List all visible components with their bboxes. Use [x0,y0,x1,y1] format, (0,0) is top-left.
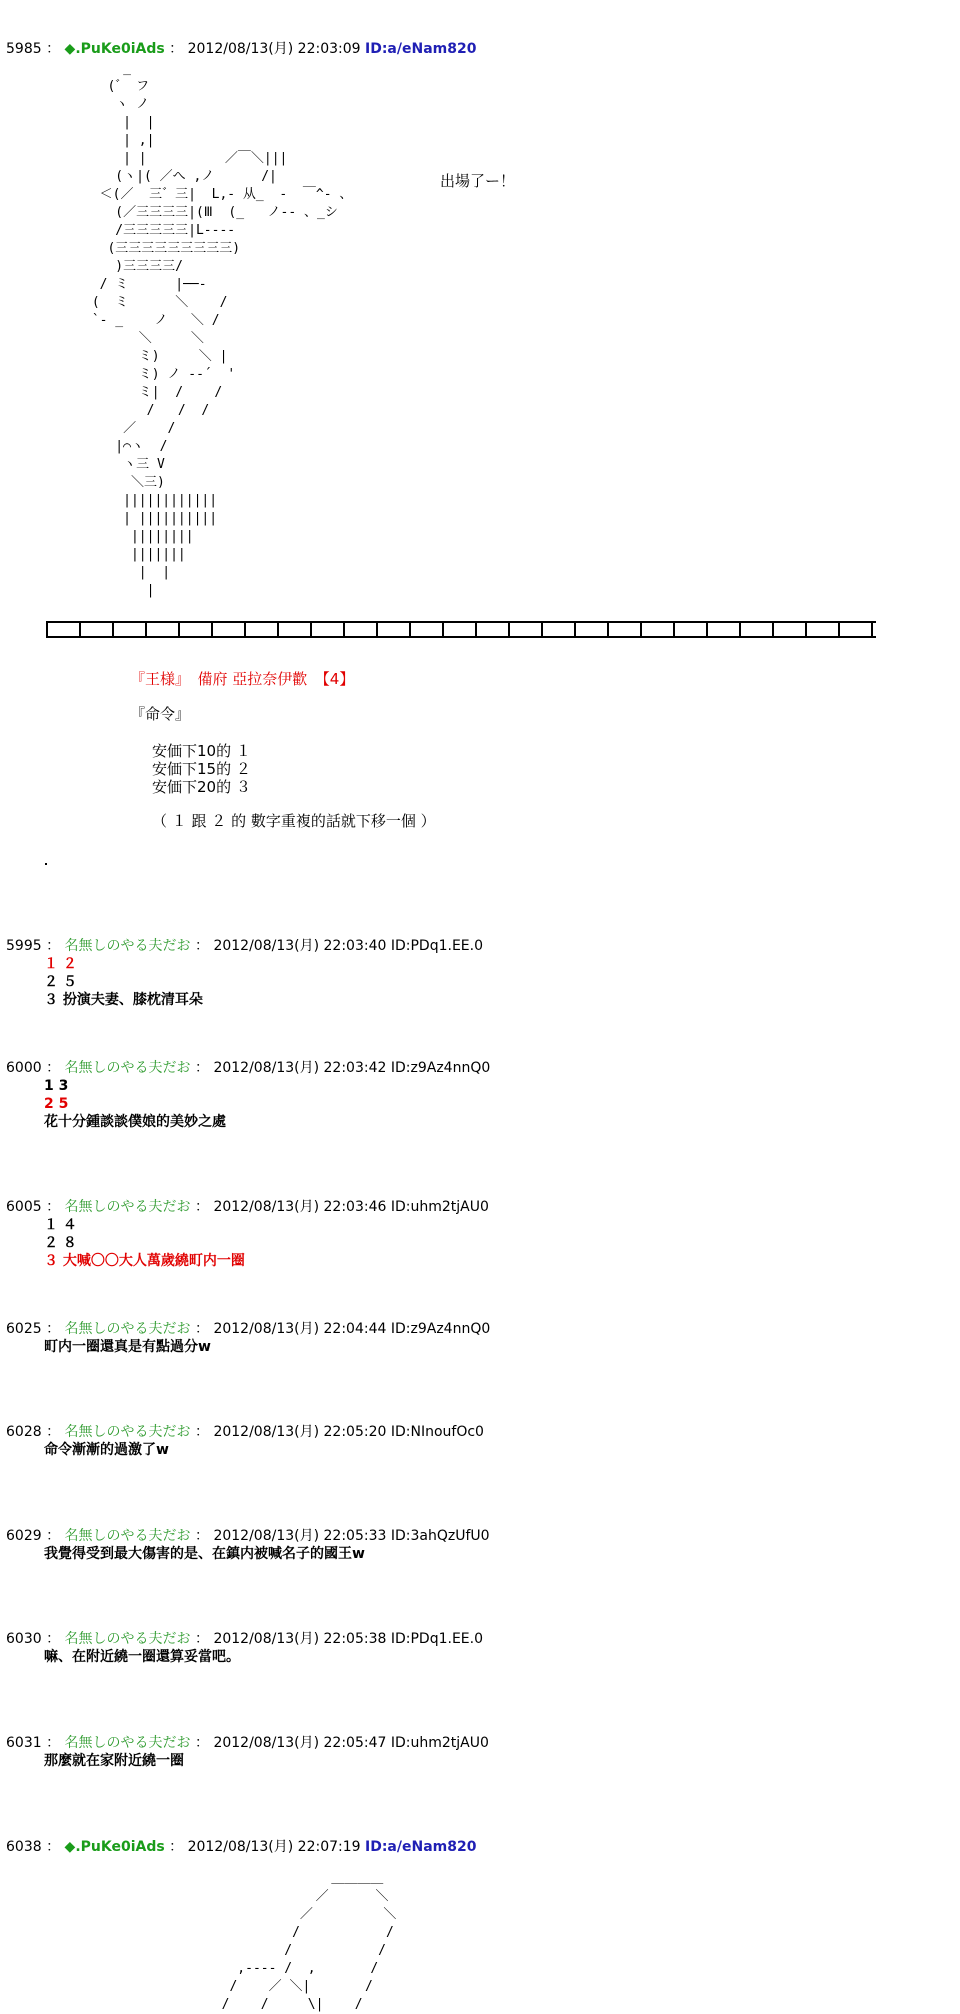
poster-name[interactable]: 名無しのやる夫だお [64,1199,191,1215]
post-date: 2012/08/13(月) 22:05:47 [213,1735,387,1751]
speech-text: 出場了ー！ [440,172,516,190]
post-6031 [6,1734,489,1770]
post-line: 嘛、在附近繞一圈還算妥當吧。 [44,1649,240,1665]
divider-bottom [46,636,876,638]
post-number: 6029 [6,1528,42,1544]
post-date: 2012/08/13(月) 22:05:33 [213,1528,387,1544]
poster-id[interactable]: ID:a/eNam820 [365,1839,477,1855]
ascii-art-character: _ (゛ フ ヽ ノ | | | ,| | | ／￣＼||| (ヽ|( ／へ ,ノ /| ＜(／ 三゛三| L,‐ 从_ - ￣^‐ 、 (／三三三三|(Ⅲ (_ ノ‐‐ 、_シ /三三三三三|L‐‐‐‐ (三三三三三三三三三) )三三三三/ / ミ |──‐ ( ミ ＼ / `‐ _ ノ ＼ / ＼ ＼ ミ) ＼ | ミ) ノ ‐‐´ ' ミ| / / / / / ／ / |⌒ヽ / ヽ三 V ＼三) |||||||||||| | |||||||||| |||||||| ||||||| | | | [91,61,353,598]
divider-tick [838,622,840,636]
post-line: ２ ５ [44,974,77,990]
divider-tick [706,622,708,636]
post-header: 6005 ： 名無しのやる夫だお ： 2012/08/13(月) 22:03:46 ID:uhm2tjAU0 [6,1199,489,1215]
post-6000 [6,1059,490,1131]
poster-name[interactable]: 名無しのやる夫だお [64,1735,191,1751]
divider-tick [376,622,378,636]
post-6025 [6,1320,490,1356]
divider-tick [508,622,510,636]
poster-name[interactable]: 名無しのやる夫だお [64,1631,191,1647]
post-line: １ ２ [44,956,77,972]
post-number: 6028 [6,1424,42,1440]
post-number: 5995 [6,938,42,954]
divider-tick [46,622,48,636]
divider-tick [772,622,774,636]
chapter-title: 『王様』 備府 亞拉奈伊歡 【4】 [130,670,355,688]
post-date: 2012/08/13(月) 22:03:40 [213,938,387,954]
post-header: 5995 ： 名無しのやる夫だお ： 2012/08/13(月) 22:03:40 ID:PDq1.EE.0 [6,938,484,954]
post-line: 花十分鍾談談僕娘的美妙之處 [44,1114,226,1130]
command-label: 『命令』 [130,705,191,723]
poster-name[interactable]: 名無しのやる夫だお [64,1424,191,1440]
poster-id[interactable]: ID:3ahQzUfU0 [390,1528,490,1544]
post-line: 那麼就在家附近繞一圈 [44,1753,184,1769]
divider-tick [739,622,741,636]
post-number: 6038 [6,1839,42,1855]
poster-trip[interactable]: ◆.PuKe0iAds [64,41,165,57]
poster-id[interactable]: ID:NInoufOc0 [390,1424,484,1440]
post-header: 6028 ： 名無しのやる夫だお ： 2012/08/13(月) 22:05:20 ID:NInoufOc0 [6,1424,484,1440]
poster-id[interactable]: ID:z9Az4nnQ0 [390,1321,491,1337]
divider-tick [409,622,411,636]
post-line: 1 3 [44,1078,69,1094]
divider-tick [574,622,576,636]
ascii-art-partial: ＿＿＿＿ ／ ＼ ／ ＼ / / / / ,‐‐‐‐ / , / / ／ ＼| / / / \| / [221,1871,397,2012]
post-line: 命令漸漸的過激了w [44,1442,169,1458]
post-number: 6030 [6,1631,42,1647]
post-number: 6031 [6,1735,42,1751]
divider-tick [79,622,81,636]
post-5995 [6,937,483,1009]
divider-tick [178,622,180,636]
post-number: 5985 [6,41,42,57]
post-6038 [6,1838,476,1856]
divider-tick [277,622,279,636]
post-6030 [6,1630,483,1666]
post-6005 [6,1198,489,1270]
post-date: 2012/08/13(月) 22:04:44 [213,1321,387,1337]
post-date: 2012/08/13(月) 22:03:09 [187,41,361,57]
post-date: 2012/08/13(月) 22:05:38 [213,1631,387,1647]
post-line: 2 5 [44,1096,69,1112]
divider-tick [607,622,609,636]
poster-name[interactable]: 名無しのやる夫だお [64,1060,191,1076]
post-line: １ ４ [44,1217,77,1233]
divider-tick [442,622,444,636]
poster-name[interactable]: 名無しのやる夫だお [64,1528,191,1544]
divider-tick [805,622,807,636]
divider-tick [145,622,147,636]
post-line: ３ 扮演夫妻、膝枕清耳朵 [44,992,203,1008]
poster-id[interactable]: ID:uhm2tjAU0 [390,1199,489,1215]
post-line: ２ ８ [44,1235,77,1251]
poster-trip[interactable]: ◆.PuKe0iAds [64,1839,165,1855]
command-line: 安価下15的 ２ [152,760,251,778]
post-header: 6030 ： 名無しのやる夫だお ： 2012/08/13(月) 22:05:38 ID:PDq1.EE.0 [6,1631,484,1647]
divider-tick [112,622,114,636]
divider-tick [475,622,477,636]
film-ticks [46,622,876,636]
post-line: 我覺得受到最大傷害的是、在鎮内被喊名子的國王w [44,1546,365,1562]
divider-tick [871,622,873,636]
divider-tick [244,622,246,636]
post-date: 2012/08/13(月) 22:05:20 [213,1424,387,1440]
post-date: 2012/08/13(月) 22:03:46 [213,1199,387,1215]
poster-name[interactable]: 名無しのやる夫だお [64,938,191,954]
post-date: 2012/08/13(月) 22:07:19 [187,1839,361,1855]
divider-tick [673,622,675,636]
poster-id[interactable]: ID:PDq1.EE.0 [390,938,484,954]
poster-id[interactable]: ID:z9Az4nnQ0 [390,1060,491,1076]
post-header: 6038 ： ◆.PuKe0iAds ： 2012/08/13(月) 22:07:19 ID:a/eNam820 [6,1839,477,1855]
post-number: 6000 [6,1060,42,1076]
poster-name[interactable]: 名無しのやる夫だお [64,1321,191,1337]
post-6028 [6,1423,484,1459]
command-line: 安価下10的 １ [152,742,251,760]
command-line: 安価下20的 ３ [152,778,251,796]
post-number: 6025 [6,1321,42,1337]
post-5985 [6,40,476,58]
post-header: 6031 ： 名無しのやる夫だお ： 2012/08/13(月) 22:05:47 ID:uhm2tjAU0 [6,1735,489,1751]
divider-tick [310,622,312,636]
divider-tick [541,622,543,636]
divider-tick [343,622,345,636]
divider-tick [211,622,213,636]
post-date: 2012/08/13(月) 22:03:42 [213,1060,387,1076]
poster-id[interactable]: ID:uhm2tjAU0 [390,1735,489,1751]
post-6029 [6,1527,490,1563]
poster-id[interactable]: ID:a/eNam820 [365,41,477,57]
post-header: 6025 ： 名無しのやる夫だお ： 2012/08/13(月) 22:04:44 ID:z9Az4nnQ0 [6,1321,491,1337]
post-header: 6000 ： 名無しのやる夫だお ： 2012/08/13(月) 22:03:42 ID:z9Az4nnQ0 [6,1060,491,1076]
post-number: 6005 [6,1199,42,1215]
post-line: 町内一圈還真是有點過分w [44,1339,211,1355]
poster-id[interactable]: ID:PDq1.EE.0 [390,1631,484,1647]
trailing-dot [45,863,47,865]
post-header: 6029 ： 名無しのやる夫だお ： 2012/08/13(月) 22:05:33 ID:3ahQzUfU0 [6,1528,490,1544]
post-line: ３ 大喊〇〇大人萬歲繞町内一圈 [44,1253,245,1269]
post-header: 5985 ： ◆.PuKe0iAds ： 2012/08/13(月) 22:03:09 ID:a/eNam820 [6,41,477,57]
command-note: （ １ 跟 ２ 的 數字重複的話就下移一個 ） [152,812,436,830]
divider-tick [640,622,642,636]
